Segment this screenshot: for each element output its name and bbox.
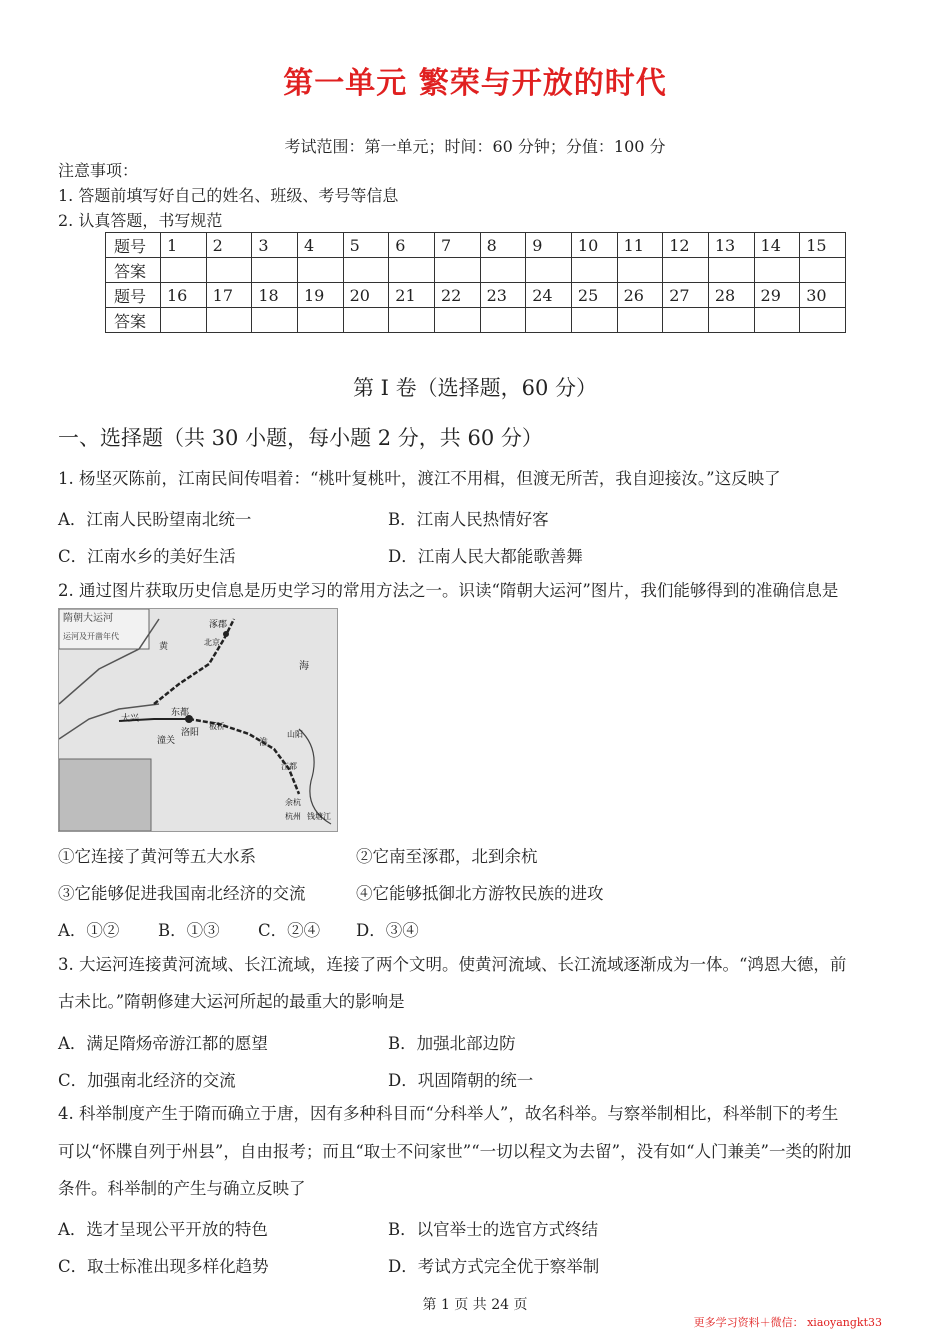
map-city-tongguan: 潼关 — [157, 736, 176, 746]
answer-cell[interactable] — [526, 258, 572, 283]
map-city-banqiao: 板桥 — [209, 722, 225, 731]
map-city-qiantang: 钱塘江 — [307, 812, 331, 821]
map-city-jiangdu: 江都 — [281, 762, 297, 771]
answer-cell[interactable] — [526, 308, 572, 333]
grid-number: 2 — [206, 233, 252, 258]
grid-number: 24 — [526, 283, 572, 308]
grid-row-answers-2 — [106, 308, 846, 333]
question-2-option-b[interactable]: B．①③ — [158, 921, 220, 940]
answer-cell[interactable] — [343, 308, 389, 333]
answer-cell[interactable] — [571, 258, 617, 283]
question-1-option-c[interactable]: C．江南水乡的美好生活 — [58, 547, 236, 566]
answer-cell[interactable] — [480, 308, 526, 333]
grand-canal-map — [58, 608, 338, 832]
grid-row-answers-1 — [106, 258, 846, 283]
map-legend: 运河及开凿年代 — [63, 632, 119, 641]
grid-number: 7 — [434, 233, 480, 258]
map-river-huai: 淮 — [259, 738, 269, 748]
grid-number: 29 — [754, 283, 800, 308]
answer-cell[interactable] — [206, 308, 252, 333]
footer-note: 更多学习资料＋微信： xiaoyangkt33 — [693, 1316, 882, 1329]
map-city-hangzhou: 杭州 — [285, 812, 301, 821]
answer-grid — [105, 232, 846, 333]
grid-number: 14 — [754, 233, 800, 258]
question-2-option-d[interactable]: D．③④ — [356, 921, 419, 940]
grid-number: 8 — [480, 233, 526, 258]
map-graphic — [59, 609, 337, 831]
answer-cell[interactable] — [708, 308, 754, 333]
answer-cell[interactable] — [389, 308, 435, 333]
grid-row-numbers-1 — [106, 233, 846, 258]
grid-row-numbers-2 — [106, 283, 846, 308]
answer-cell[interactable] — [343, 258, 389, 283]
answer-cell[interactable] — [434, 308, 480, 333]
map-river-huang: 黄 — [159, 642, 169, 652]
answer-cell[interactable] — [161, 308, 207, 333]
grid-number: 4 — [297, 233, 343, 258]
map-city-shanyang: 山阳 — [287, 730, 303, 739]
grid-row-label: 答案 — [106, 258, 161, 283]
question-2-statement-3: ③它能够促进我国南北经济的交流 — [58, 884, 306, 903]
answer-cell[interactable] — [206, 258, 252, 283]
answer-cell[interactable] — [800, 308, 846, 333]
answer-cell[interactable] — [754, 308, 800, 333]
page-title: 第一单元 繁荣与开放的时代 — [283, 66, 667, 101]
grid-number: 10 — [571, 233, 617, 258]
question-1-option-b[interactable]: B．江南人民热情好客 — [388, 510, 549, 529]
grid-number: 1 — [161, 233, 207, 258]
notes-item: 1. 答题前填写好自己的姓名、班级、考号等信息 — [58, 186, 399, 205]
question-4-option-a[interactable]: A．选才呈现公平开放的特色 — [58, 1220, 268, 1239]
grid-number: 12 — [663, 233, 709, 258]
question-1-option-d[interactable]: D．江南人民大都能歌善舞 — [388, 547, 583, 566]
answer-cell[interactable] — [389, 258, 435, 283]
grid-number: 23 — [480, 283, 526, 308]
answer-cell[interactable] — [571, 308, 617, 333]
answer-cell[interactable] — [297, 258, 343, 283]
grid-number: 20 — [343, 283, 389, 308]
grid-row-label: 答案 — [106, 308, 161, 333]
question-4-option-c[interactable]: C．取士标准出现多样化趋势 — [58, 1257, 269, 1276]
notes-item: 2. 认真答题，书写规范 — [58, 211, 223, 230]
question-3-option-c[interactable]: C．加强南北经济的交流 — [58, 1071, 236, 1090]
map-sea: 海 — [299, 661, 309, 672]
question-4-stem-line3: 条件。科举制的产生与确立反映了 — [58, 1179, 306, 1198]
grid-number: 5 — [343, 233, 389, 258]
map-city-daxing: 大兴 — [121, 714, 140, 724]
grid-number: 30 — [800, 283, 846, 308]
question-4-stem-line1: 4. 科举制度产生于隋而确立于唐，因有多种科目而“分科举人”，故名科举。与察举制相比，科举制下的考生 — [58, 1104, 839, 1123]
question-1-stem: 1. 杨坚灭陈前，江南民间传唱着：“桃叶复桃叶，渡江不用楫，但渡无所苦，我自迎接汝。”这反映了 — [58, 469, 781, 488]
question-2-statement-4: ④它能够抵御北方游牧民族的进攻 — [356, 884, 604, 903]
grid-row-label: 题号 — [106, 233, 161, 258]
answer-cell[interactable] — [617, 308, 663, 333]
grid-number: 13 — [708, 233, 754, 258]
grid-number: 11 — [617, 233, 663, 258]
answer-cell[interactable] — [800, 258, 846, 283]
section-title: 第 I 卷（选择题，60 分） — [352, 376, 598, 400]
grid-number: 25 — [571, 283, 617, 308]
question-4-option-d[interactable]: D．考试方式完全优于察举制 — [388, 1257, 600, 1276]
answer-cell[interactable] — [663, 258, 709, 283]
map-city-yuhang: 余杭 — [285, 798, 301, 807]
question-3-option-b[interactable]: B．加强北部边防 — [388, 1034, 516, 1053]
answer-cell[interactable] — [161, 258, 207, 283]
question-3-stem-line1: 3. 大运河连接黄河流域、长江流域，连接了两个文明。使黄河流域、长江流域逐渐成为一体。“鸿恩大德，前 — [58, 955, 847, 974]
map-title: 隋朝大运河 — [63, 613, 113, 624]
question-3-option-d[interactable]: D．巩固隋朝的统一 — [388, 1071, 534, 1090]
grid-number: 9 — [526, 233, 572, 258]
notes — [58, 158, 398, 233]
part-heading: 一、选择题（共 30 小题，每小题 2 分，共 60 分） — [58, 426, 543, 450]
grid-number: 6 — [389, 233, 435, 258]
exam-info: 考试范围：第一单元；时间：60 分钟；分值：100 分 — [284, 137, 666, 156]
grid-number: 22 — [434, 283, 480, 308]
map-city-luoyang: 洛阳 — [181, 728, 200, 738]
question-1-option-a[interactable]: A．江南人民盼望南北统一 — [58, 510, 252, 529]
answer-cell[interactable] — [754, 258, 800, 283]
grid-number: 16 — [161, 283, 207, 308]
grid-number: 18 — [252, 283, 298, 308]
grid-number: 28 — [708, 283, 754, 308]
grid-number: 15 — [800, 233, 846, 258]
question-2-statement-1: ①它连接了黄河等五大水系 — [58, 847, 256, 866]
grid-number: 26 — [617, 283, 663, 308]
map-city-dongdu: 东都 — [171, 708, 190, 718]
question-2-stem: 2. 通过图片获取历史信息是历史学习的常用方法之一。识读“隋朝大运河”图片，我们能够得到的准确信息是 — [58, 581, 839, 600]
answer-cell[interactable] — [434, 258, 480, 283]
question-3-stem-line2: 古未比。”隋朝修建大运河所起的最重大的影响是 — [58, 992, 405, 1011]
answer-cell[interactable] — [297, 308, 343, 333]
answer-cell[interactable] — [708, 258, 754, 283]
map-city-zhuojun: 涿郡 — [209, 620, 228, 630]
grid-number: 17 — [206, 283, 252, 308]
question-2-option-c[interactable]: C．②④ — [258, 921, 321, 940]
map-city-beijing: 北京 — [204, 638, 220, 647]
question-3-option-a[interactable]: A．满足隋炀帝游江都的愿望 — [58, 1034, 268, 1053]
question-4-stem-line2: 可以“怀牒自列于州县”，自由报考；而且“取士不问家世”“一切以程文为去留”，没有如“人门兼美”一类的附加 — [58, 1142, 852, 1161]
question-2-option-a[interactable]: A．①② — [58, 921, 120, 940]
answer-cell[interactable] — [663, 308, 709, 333]
grid-number: 21 — [389, 283, 435, 308]
question-4-option-b[interactable]: B．以官举士的选官方式终结 — [388, 1220, 599, 1239]
answer-cell[interactable] — [480, 258, 526, 283]
page-footer: 第 1 页 共 24 页 — [422, 1297, 528, 1313]
notes-heading: 注意事项： — [58, 161, 139, 180]
grid-row-label: 题号 — [106, 283, 161, 308]
answer-cell[interactable] — [252, 258, 298, 283]
question-2-statement-2: ②它南至涿郡，北到余杭 — [356, 847, 538, 866]
grid-number: 3 — [252, 233, 298, 258]
answer-cell[interactable] — [617, 258, 663, 283]
answer-cell[interactable] — [252, 308, 298, 333]
grid-number: 27 — [663, 283, 709, 308]
grid-number: 19 — [297, 283, 343, 308]
